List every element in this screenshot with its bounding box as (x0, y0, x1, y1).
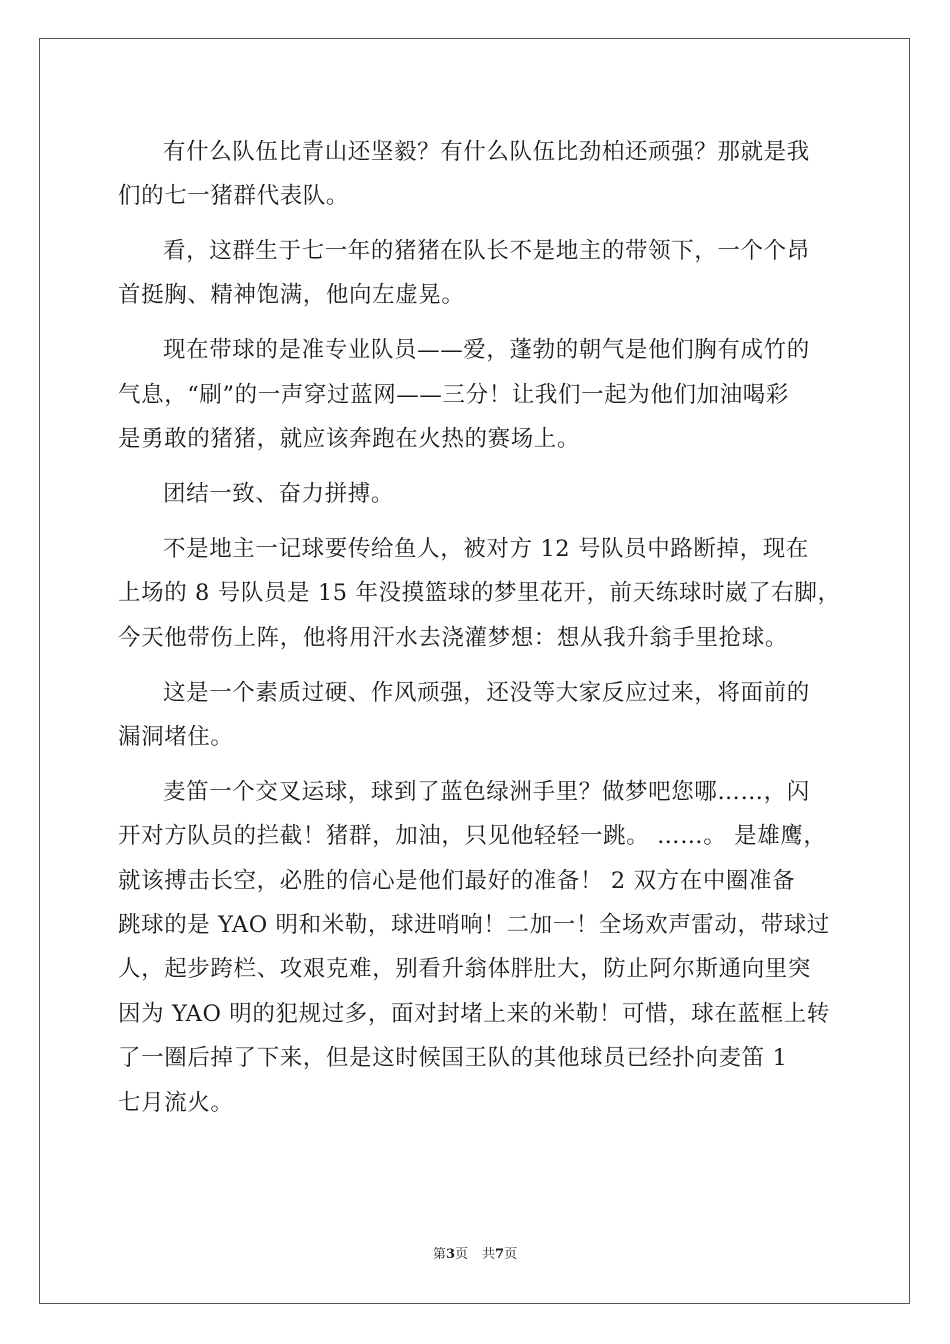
text-line: 这是一个素质过硬、作风顽强，还没等大家反应过来，将面前的 (163, 680, 810, 706)
text-line: 气息，“刷”的一声穿过蓝网——三分！让我们一起为他们加油喝彩 (118, 382, 790, 408)
text-line: 团结一致、奋力拼搏。 (163, 481, 395, 507)
page-prefix: 第 (432, 1247, 446, 1262)
text-line: 跳球的是 YAO 明和米勒，球进哨响！二加一！全场欢声雷动，带球过 (118, 912, 830, 938)
page-number: 3 (445, 1247, 455, 1262)
page-suffix: 页 (454, 1247, 468, 1262)
text-line: 现在带球的是准专业队员——爱，蓬勃的朝气是他们胸有成竹的 (163, 337, 810, 363)
text-line: 人，起步跨栏、攻艰克难，别看升翁体胖肚大，防止阿尔斯通向里突 (118, 956, 812, 982)
text-line: 麦笛一个交叉运球，球到了蓝色绿洲手里？做梦吧您哪……，闪 (163, 779, 810, 805)
text-line: 不是地主一记球要传给鱼人，被对方 12 号队员中路断掉，现在 (163, 536, 809, 562)
total-prefix: 共 (482, 1247, 496, 1262)
text-line: 开对方队员的拦截！猪群，加油，只见他轻轻一跳。 ……。 是雄鹰， (118, 823, 827, 849)
text-line: 因为 YAO 明的犯规过多，面对封堵上来的米勒！可惜，球在蓝框上转 (118, 1001, 830, 1027)
text-line: 了一圈后掉了下来，但是这时候国王队的其他球员已经扑向麦笛 1 (118, 1045, 788, 1071)
text-line: 就该搏击长空，必胜的信心是他们最好的准备！ 2 双方在中圈准备 (118, 868, 796, 894)
text-line: 上场的 8 号队员是 15 年没摸篮球的梦里花开，前天练球时崴了右脚， (118, 580, 841, 606)
page-footer (0, 1247, 950, 1263)
text-line: 首挺胸、精神饱满，他向左虚晃。 (118, 282, 465, 308)
text-line: 七月流火。 (118, 1090, 234, 1116)
text-line: 有什么队伍比青山还坚毅？有什么队伍比劲柏还顽强？那就是我 (163, 139, 810, 165)
total-suffix: 页 (504, 1247, 518, 1262)
text-line: 今天他带伤上阵，他将用汗水去浇灌梦想：想从我升翁手里抢球。 (118, 625, 788, 651)
total-pages: 7 (495, 1247, 505, 1262)
text-line: 看，这群生于七一年的猪猪在队长不是地主的带领下，一个个昂 (163, 238, 810, 264)
text-line: 漏洞堵住。 (118, 724, 234, 750)
text-line: 们的七一猪群代表队。 (118, 183, 350, 209)
text-line: 是勇敢的猪猪，就应该奔跑在火热的赛场上。 (118, 426, 581, 452)
